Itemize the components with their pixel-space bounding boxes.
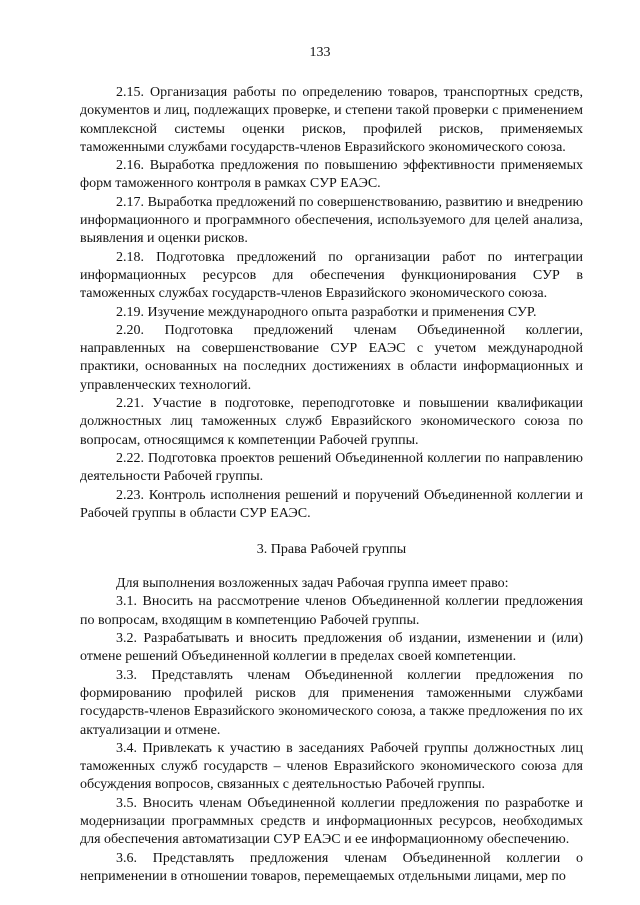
- clause-2-19: 2.19. Изучение международного опыта разработки и применения СУР.: [116, 304, 537, 320]
- clause-3-6: 3.6. Представлять предложения членам Объединенной коллегии о неприменении в отношении товаров, перемещаемых отдельными лицами, мер по: [80, 850, 583, 884]
- clause-2-23: 2.23. Контроль исполнения решений и поручений Объединенной коллегии и Рабочей группы в области СУР ЕАЭС.: [80, 487, 583, 521]
- clause-2-15: 2.15. Организация работы по определению товаров, транспортных средств, документов и лиц, подлежащих проверке, и степени такой проверки с применением комплексной системы оценки рисков, профилей рисков, применяемых таможенными службами государств-членов Евразийского экономического союза.: [80, 85, 583, 155]
- clause-2-18: 2.18. Подготовка предложений по организации работ по интеграции информационных ресурсов для обеспечения функционирования СУР в таможенных службах государств-членов Евразийского экономического союза.: [80, 249, 583, 302]
- clause-2-16: 2.16. Выработка предложения по повышению эффективности применяемых форм таможенного контроля в рамках СУР ЕАЭС.: [80, 158, 583, 192]
- section-heading: 3. Права Рабочей группы: [256, 542, 407, 558]
- page-number: 133: [309, 45, 331, 60]
- clause-2-17: 2.17. Выработка предложений по совершенствованию, развитию и внедрению информационного и программного обеспечения, используемого для целей анализа, выявления и оценки рисков.: [80, 194, 583, 247]
- clause-2-20: 2.20. Подготовка предложений членам Объединенной коллегии, направленных на совершенствование СУР ЕАЭС с учетом международной практики, основанных на последних достижениях в области информационных и управленческих технологий.: [80, 322, 583, 393]
- clause-2-22: 2.22. Подготовка проектов решений Объединенной коллегии по направлению деятельности Рабочей группы.: [80, 450, 583, 485]
- clause-3-4: 3.4. Привлекать к участию в заседаниях Рабочей группы должностных лиц таможенных служб государств – членов Евразийского экономического союза для обсуждения вопросов, связанных с деятельностью Рабочей группы.: [80, 740, 583, 793]
- clause-2-21: 2.21. Участие в подготовке, переподготовке и повышении квалификации должностных лиц таможенных служб Евразийского экономического союза по вопросам, относящимся к компетенции Рабочей группы.: [80, 396, 583, 448]
- clause-3-5: 3.5. Вносить членам Объединенной коллегии предложения по разработке и модернизации программных средств и информационных ресурсов, необходимых для обеспечения автоматизации СУР ЕАЭС и ее информационному обеспечению.: [80, 795, 583, 848]
- document-body: [80, 84, 583, 886]
- clause-3-3: 3.3. Представлять членам Объединенной коллегии предложения по формированию профилей рисков для применения таможенными службами государств-членов Евразийского экономического союза, а также предложения по их актуализации и отмене.: [80, 667, 583, 738]
- section-intro: Для выполнения возложенных задач Рабочая группа имеет право:: [116, 576, 509, 592]
- clause-3-1: 3.1. Вносить на рассмотрение членов Объединенной коллегии предложения по вопросам, входящим в компетенцию Рабочей группы.: [80, 594, 583, 628]
- clause-3-2: 3.2. Разрабатывать и вносить предложения об издании, изменении и (или) отмене решений Объединенной коллегии в пределах своей компетенции.: [80, 631, 583, 665]
